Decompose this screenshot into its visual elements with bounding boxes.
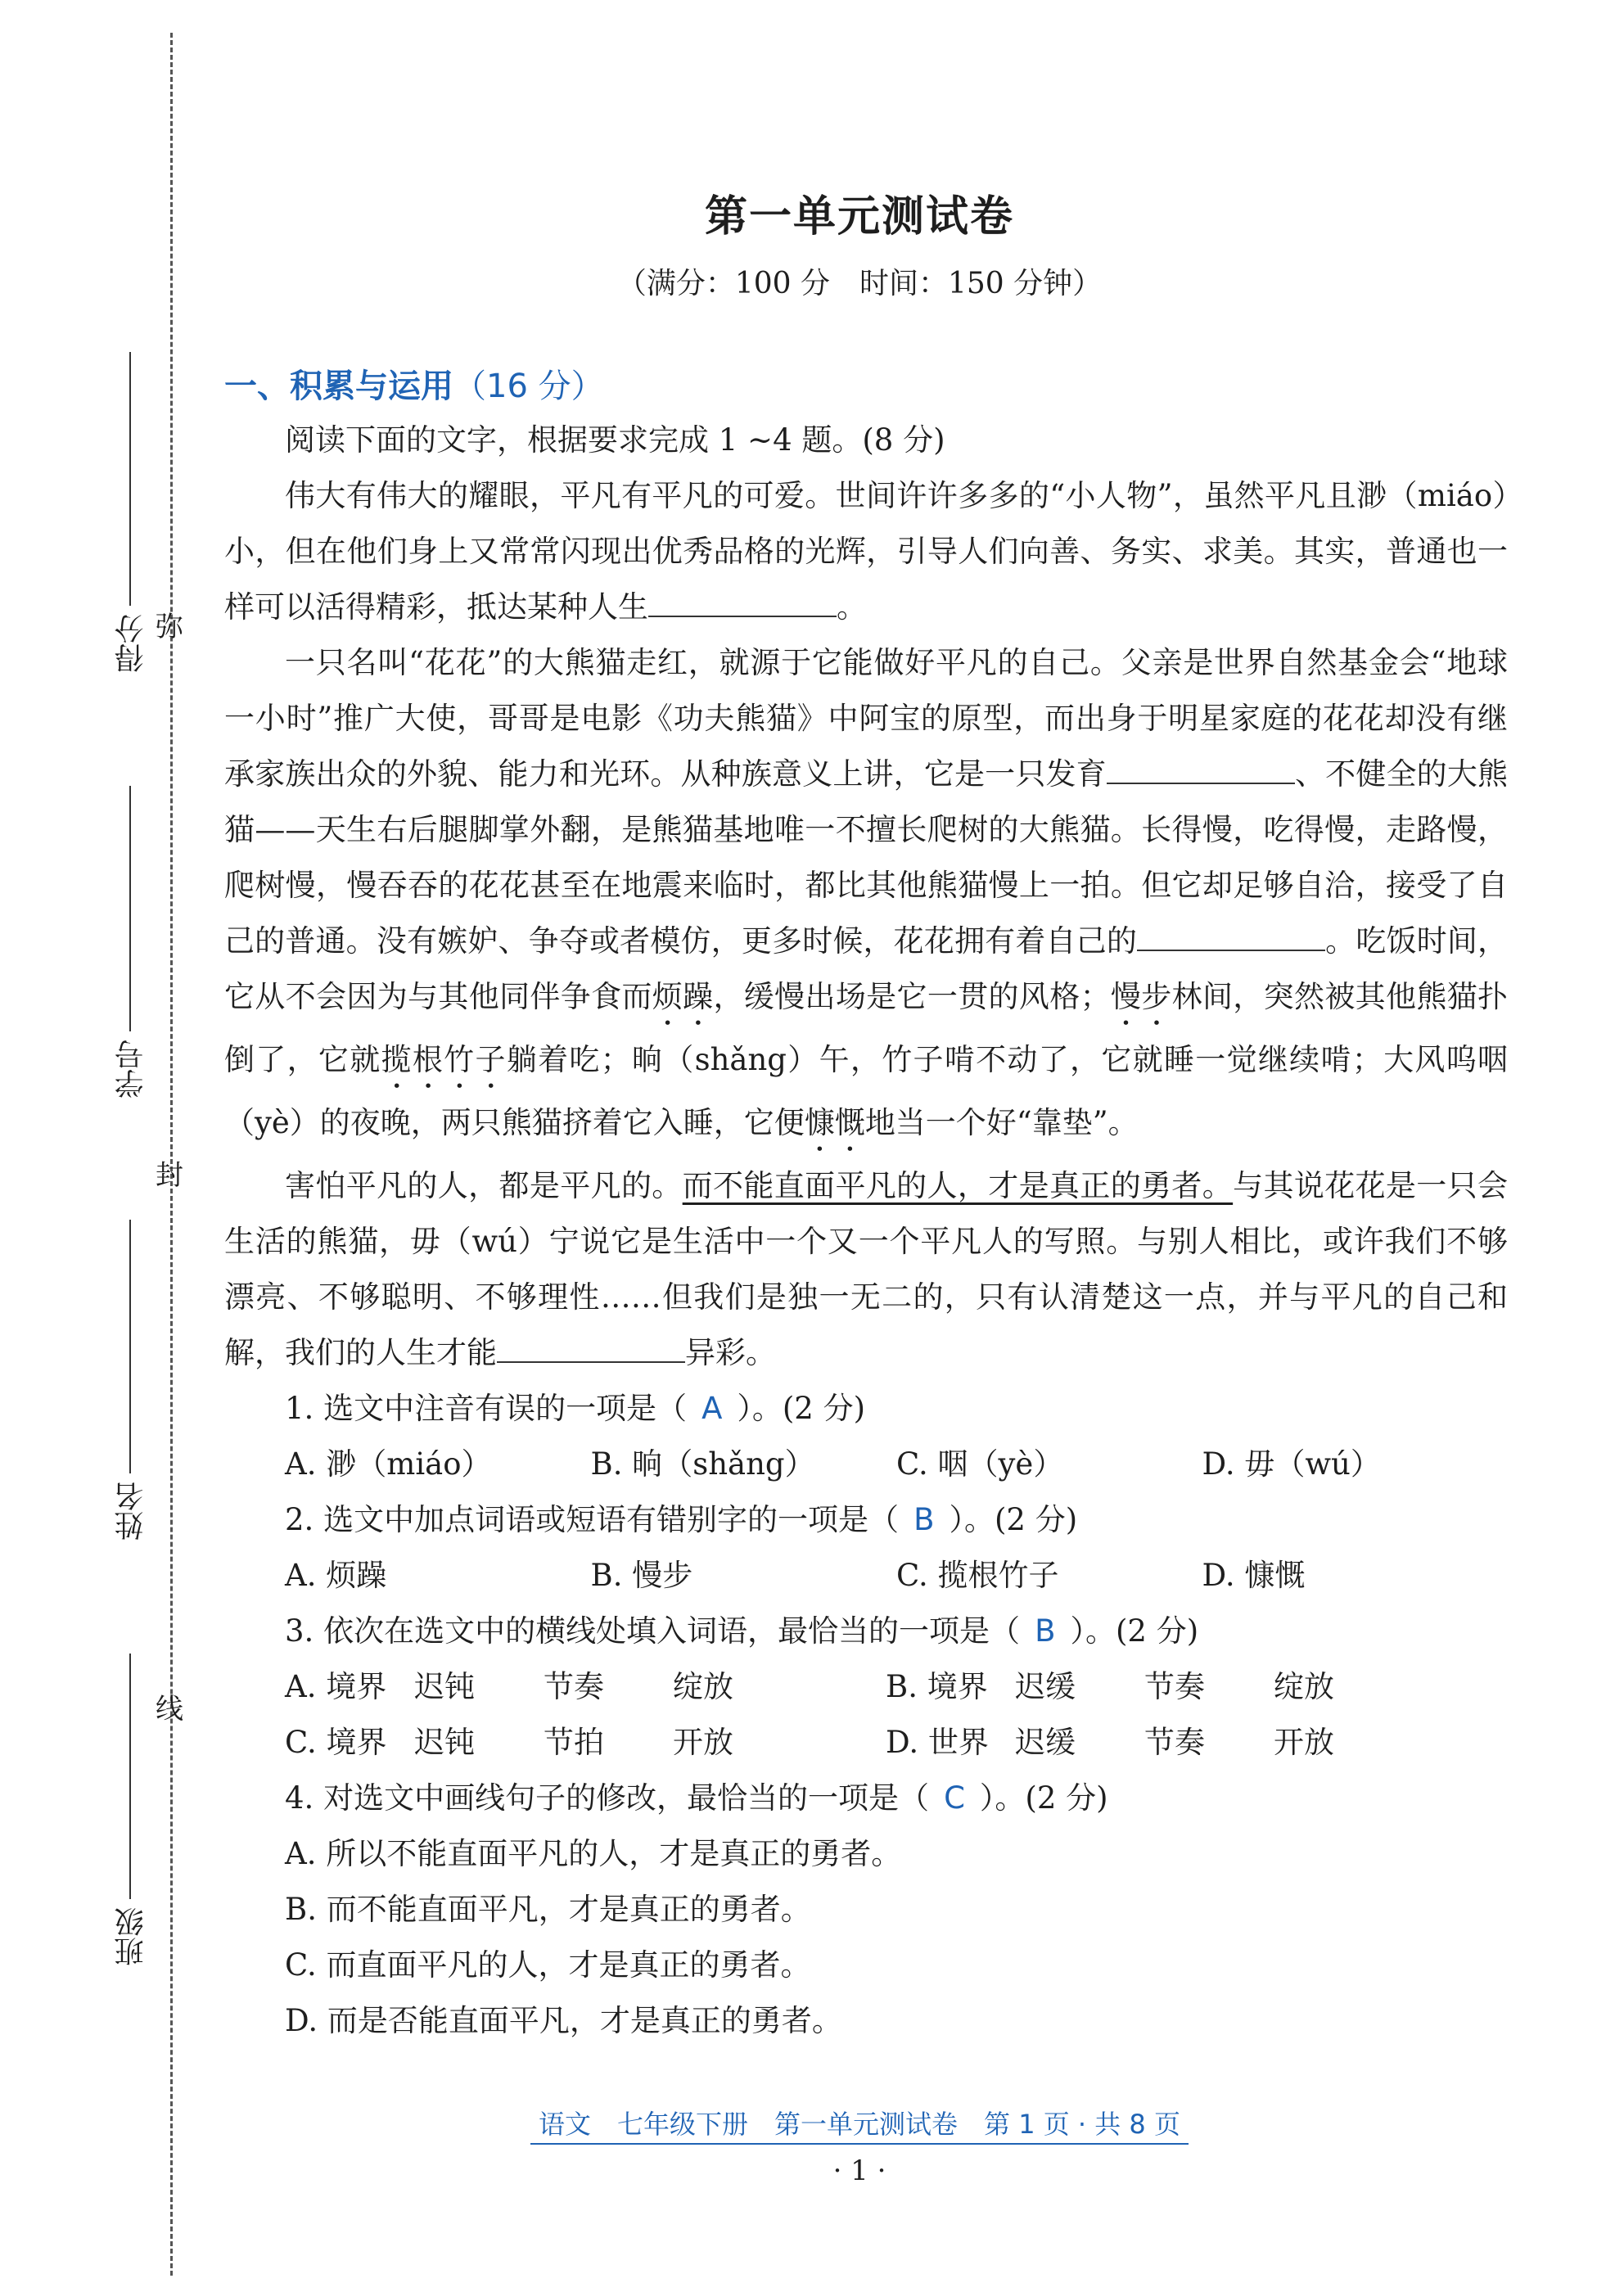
fill-blank-2[interactable]	[1107, 753, 1295, 784]
name-field[interactable]	[115, 1220, 164, 1563]
student-id-field[interactable]	[115, 786, 164, 1121]
student-id-label: 学号	[115, 1040, 148, 1099]
page-footer	[0, 2104, 1624, 2141]
option-word: 迟缓	[1015, 1669, 1076, 1704]
seal-char-mi: 弥	[156, 611, 183, 643]
question-stem: 1. 选文中注音有误的一项是（	[285, 1391, 688, 1426]
passage-text: 伟大有伟大的耀眼，平凡有平凡的可爱。世间许许多多的“小人物”，虽然平凡且渺（miáo）小，但在他们身上又常常闪现出优秀品格的光辉，引导人们向善、务实、求美。其实，普通也一样可以活得精彩，抵达某种人生	[224, 478, 1508, 625]
option-word: 节奏	[544, 1669, 604, 1704]
class-label: 班级	[115, 1907, 148, 1966]
answer-mark: C	[944, 1780, 965, 1816]
passage-text: 。吃饭时间，它从不会因为与其他同伴争食而	[224, 923, 1508, 1014]
fill-blank-1[interactable]	[648, 586, 837, 617]
page-number: · 1 ·	[832, 2154, 886, 2187]
passage-paragraph-2	[224, 635, 1508, 1158]
name-label: 姓名	[115, 1482, 148, 1541]
question-stem: 4. 对选文中画线句子的修改，最恰当的一项是（	[285, 1780, 930, 1816]
option-word: 节拍	[544, 1725, 604, 1760]
answer-mark: B	[1035, 1613, 1056, 1649]
option-c[interactable]: C. 揽根竹子	[896, 1558, 1059, 1593]
section-points: （16 分）	[453, 368, 604, 405]
option-word: 绽放	[1274, 1669, 1334, 1704]
underlined-sentence: 而不能直面平凡的人，才是真正的勇者。	[682, 1168, 1234, 1203]
class-line[interactable]	[129, 1654, 131, 1899]
section-name: 一、积累与运用	[224, 368, 453, 405]
passage-text: 躺着吃；晌（shǎng）午，竹子啃不动了，它就睡一觉继续啃；大风呜咽（yè）的夜晚，两只熊猫挤着它入睡，它便	[224, 1042, 1509, 1140]
option-c[interactable]: C. 咽（yè）	[896, 1446, 1064, 1482]
passage-paragraph-3	[224, 1158, 1508, 1381]
score-field-line	[129, 352, 131, 606]
question-2	[224, 1492, 1508, 1548]
option-b[interactable]: B. 慢步	[590, 1558, 693, 1593]
option-c[interactable]: C. 境界	[285, 1725, 387, 1760]
passage-text: 地当一个好“靠垫”。	[864, 1105, 1139, 1140]
answer-mark: A	[701, 1391, 723, 1426]
dotted-word-3: 揽根竹子	[381, 1042, 507, 1077]
passage-text: 一只名叫“花花”的大熊猫走红，就源于它能做好平凡的自己。父亲是世界自然基金会“地球一小时”推广大使，哥哥是电影《功夫熊猫》中阿宝的原型，而出身于明星家庭的花花却没有继承家族出众的外貌、能力和光环。从种族意义上讲，它是一只发育	[224, 645, 1508, 792]
passage-text: 害怕平凡的人，都是平凡的。	[285, 1168, 683, 1203]
score-field	[115, 352, 164, 696]
fill-blank-3[interactable]	[1137, 920, 1325, 951]
answer-mark: B	[914, 1502, 935, 1537]
question-stem: 3. 依次在选文中的横线处填入词语，最恰当的一项是（	[285, 1613, 1021, 1649]
passage-text: 与其说花花是一只会生活的熊猫，毋（wú）宁说它是生活中一个又一个平凡人的写照。与别人相比，或许我们不够漂亮、不够聪明、不够理性……但我们是独一无二的，只有认清楚这一点，并与平凡的自己和解，我们的人生才能	[224, 1168, 1509, 1370]
passage-text: 林间，突然被其他熊猫扑倒了，它就	[224, 979, 1509, 1077]
question-3	[224, 1604, 1508, 1659]
dotted-word-2: 慢步	[1110, 979, 1172, 1014]
question-3-options-row-2	[224, 1715, 1508, 1771]
question-stem: 2. 选文中加点词语或短语有错别字的一项是（	[285, 1502, 900, 1537]
option-a[interactable]: A. 烦躁	[285, 1558, 387, 1593]
question-4	[224, 1771, 1508, 1826]
dotted-word-1: 烦躁	[652, 979, 714, 1014]
question-points: ）。(2 分)	[949, 1502, 1078, 1537]
option-a[interactable]: A. 所以不能直面平凡的人，才是真正的勇者。	[285, 1836, 902, 1871]
score-label: 得分	[115, 614, 148, 673]
section-heading	[224, 360, 604, 407]
exam-subtitle: （满分：100 分 时间：150 分钟）	[616, 267, 1103, 300]
passage-block	[224, 413, 1508, 2049]
passage-text: 异彩。	[685, 1335, 776, 1370]
reading-instructions: 阅读下面的文字，根据要求完成 1 ~4 题。(8 分)	[285, 422, 945, 458]
question-1-options	[224, 1437, 1508, 1492]
footer-text: 语文 七年级下册 第一单元测试卷 第 1 页 · 共 8 页	[530, 2109, 1189, 2145]
option-d[interactable]: D. 慷慨	[1202, 1558, 1306, 1593]
question-1	[224, 1381, 1508, 1437]
page-title: 第一单元测试卷	[704, 192, 1014, 241]
student-id-line[interactable]	[129, 786, 131, 1031]
option-word: 节奏	[1144, 1669, 1205, 1704]
option-b[interactable]: B. 而不能直面平凡，才是真正的勇者。	[285, 1892, 811, 1927]
passage-text: ，缓慢出场是它一贯的风格；	[713, 979, 1111, 1014]
fill-blank-4[interactable]	[497, 1332, 685, 1363]
option-d[interactable]: D. 世界	[886, 1725, 989, 1760]
dotted-word-4: 慷慨	[804, 1105, 865, 1140]
option-word: 开放	[673, 1725, 733, 1760]
option-d[interactable]: D. 毋（wú）	[1202, 1446, 1381, 1482]
option-a[interactable]: A. 渺（miáo）	[285, 1446, 492, 1482]
option-b[interactable]: B. 晌（shǎng）	[590, 1446, 815, 1482]
option-word: 迟缓	[1015, 1725, 1076, 1760]
option-b[interactable]: B. 境界	[886, 1669, 988, 1704]
passage-paragraph-1	[224, 468, 1508, 635]
question-points: ）。(2 分)	[737, 1391, 866, 1426]
option-word: 节奏	[1144, 1725, 1205, 1760]
question-3-options-row-1	[224, 1659, 1508, 1715]
question-points: ）。(2 分)	[1070, 1613, 1199, 1649]
question-2-options	[224, 1548, 1508, 1604]
option-word: 开放	[1274, 1725, 1334, 1760]
passage-text: 、不健全的大熊猫——天生右后腿脚掌外翻，是熊猫基地唯一不擅长爬树的大熊猫。长得慢，吃得慢，走路慢，爬树慢，慢吞吞的花花甚至在地震来临时，都比其他熊猫慢上一拍。但它却足够自洽，接受了自己的普通。没有嫉妒、争夺或者模仿，更多时候，花花拥有着自己的	[224, 756, 1509, 959]
option-c[interactable]: C. 而直面平凡的人，才是真正的勇者。	[285, 1947, 811, 1983]
option-d[interactable]: D. 而是否能直面平凡，才是真正的勇者。	[285, 2003, 842, 2038]
passage-text: 。	[837, 589, 867, 625]
option-word: 迟钝	[414, 1669, 475, 1704]
option-word: 绽放	[673, 1669, 733, 1704]
seal-char-feng: 封	[156, 1159, 183, 1192]
option-word: 迟钝	[414, 1725, 475, 1760]
seal-char-xian: 线	[156, 1693, 183, 1726]
name-line[interactable]	[129, 1220, 131, 1473]
question-points: ）。(2 分)	[979, 1780, 1108, 1816]
option-a[interactable]: A. 境界	[285, 1669, 387, 1704]
